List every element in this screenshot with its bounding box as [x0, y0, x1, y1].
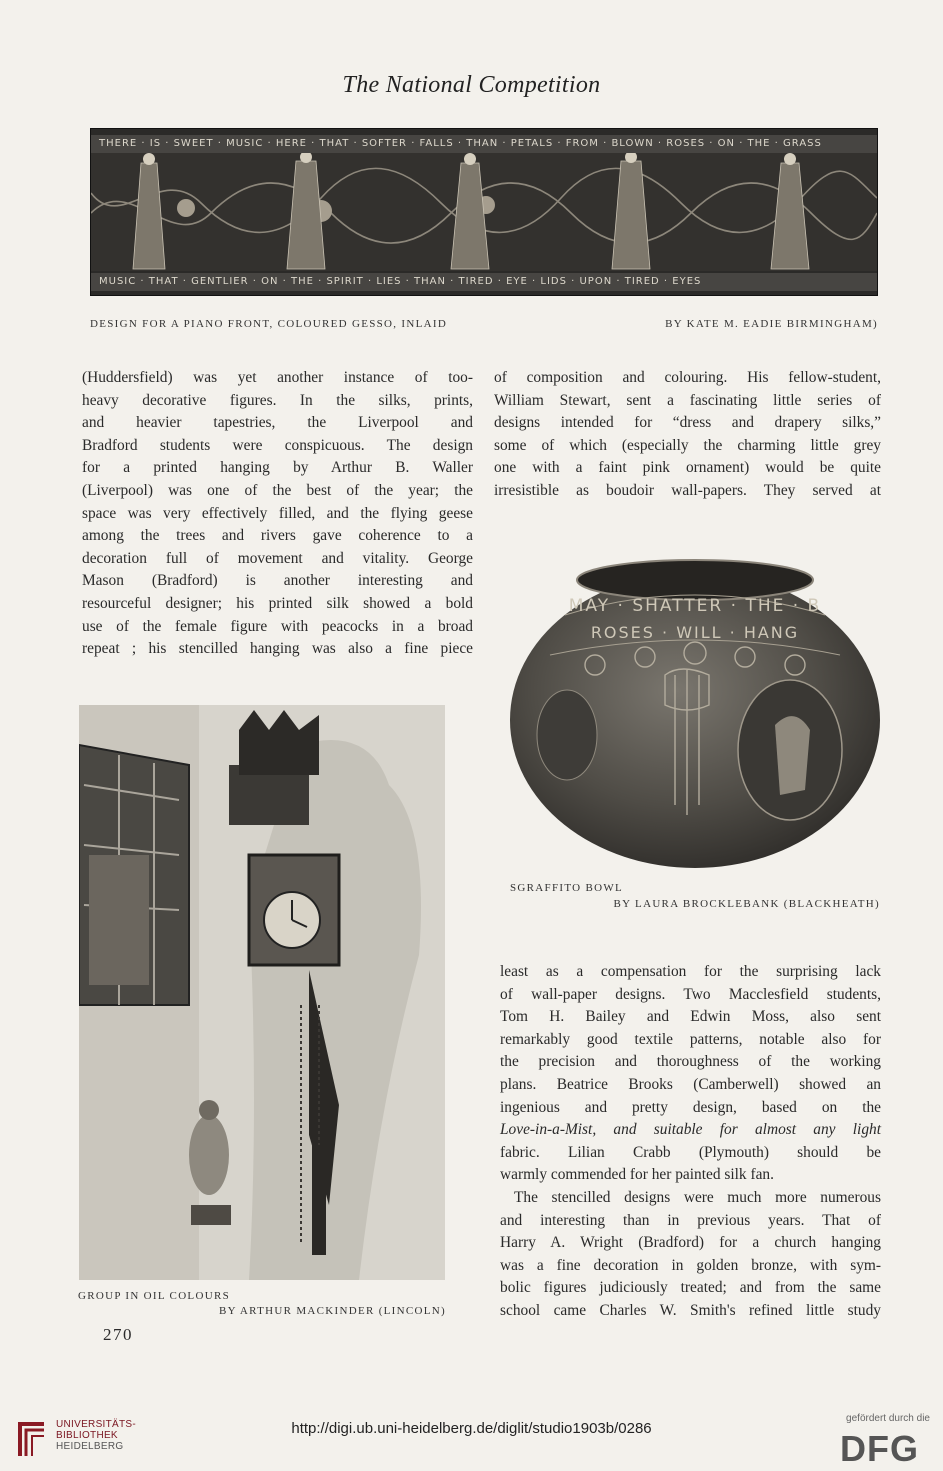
library-line3: HEIDELBERG: [56, 1441, 124, 1452]
right-column-bottom-paragraph-2: [500, 1187, 881, 1323]
text-line: school came Charles W. Smith's refined little study: [500, 1301, 881, 1319]
bowl-inscription-bottom: ROSES · WILL · HANG: [590, 623, 800, 642]
text-line: Bradford students were conspicuous. The design: [82, 436, 473, 454]
text-line: heavy decorative figures. In the silks, prints,: [82, 391, 473, 409]
text-line: fabric. Lilian Crabb (Plymouth) should be: [500, 1143, 881, 1161]
text-line: was a fine decoration in golden bronze, with sym-: [500, 1256, 881, 1274]
text-line: William Stewart, sent a fascinating little series of: [494, 391, 881, 409]
frieze-caption-right: BY KATE M. EADIE BIRMINGHAM): [665, 318, 878, 330]
left-column-paragraph: [82, 367, 473, 661]
text-line: remarkably good textile patterns, notable also for: [500, 1030, 881, 1048]
text-line: warmly commended for her painted silk fan.: [500, 1166, 774, 1184]
text-line: Love-in-a-Mist, and suitable for almost any light: [500, 1121, 881, 1139]
text-line: bolic figures judiciously treated; and from the same: [500, 1279, 881, 1297]
photo-caption-line1: GROUP IN OIL COLOURS: [78, 1290, 230, 1302]
right-column-top-paragraph: [494, 367, 881, 503]
frieze-ornament-figures: [91, 153, 877, 271]
text-line: Mason (Bradford) is another interesting and: [82, 572, 473, 590]
text-line: the precision and thoroughness of the working: [500, 1053, 881, 1071]
bowl-caption-line1: SGRAFFITO BOWL: [510, 882, 624, 894]
text-line: of wall-paper designs. Two Macclesfield students,: [500, 985, 881, 1003]
text-line: least as a compensation for the surprising lack: [500, 963, 881, 980]
text-line: irresistible as boudoir wall-papers. They served at: [494, 481, 881, 499]
library-line1: UNIVERSITÄTS-: [56, 1419, 137, 1430]
text-line: and heavier tapestries, the Liverpool and: [82, 414, 473, 432]
frieze-caption-left: DESIGN FOR A PIANO FRONT, COLOURED GESSO, INLAID: [90, 318, 448, 330]
photo-caption-line2: BY ARTHUR MACKINDER (LINCOLN): [219, 1305, 446, 1317]
dfg-logo: DFG: [840, 1428, 919, 1469]
running-head: The National Competition: [342, 72, 601, 98]
piano-front-frieze-image: [90, 128, 878, 296]
text-line: ingenious and pretty design, based on the: [500, 1098, 881, 1116]
frieze-top-inscription: THERE · IS · SWEET · MUSIC · HERE · THAT · SOFTER · FALLS · THAN · PETALS · FROM · BLOWN · ROSES · ON · THE · GRASS: [91, 135, 877, 153]
text-line: designs intended for “dress and drapery silks,”: [494, 414, 881, 432]
bowl-inscription-top: MAY · SHATTER · THE · B: [568, 596, 822, 616]
text-line: (Liverpool) was one of the best of the year; the: [82, 481, 473, 499]
source-url-link[interactable]: http://digi.ub.uni-heidelberg.de/diglit/studio1903b/0286: [291, 1420, 652, 1437]
text-line: some of which (especially the charming little grey: [494, 436, 881, 454]
text-line: decoration full of movement and vitality. George: [82, 549, 473, 567]
frieze-bottom-inscription: MUSIC · THAT · GENTLIER · ON · THE · SPIRIT · LIES · THAN · TIRED · EYE · LIDS · UPON · TIRED · EYES: [91, 273, 877, 291]
page-number: 270: [103, 1325, 133, 1344]
text-line: of composition and colouring. His fellow-student,: [494, 369, 881, 386]
library-line2: BIBLIOTHEK: [56, 1430, 118, 1441]
text-line: and interesting than in previous years. That of: [500, 1211, 881, 1229]
right-column-bottom-paragraph-1: [500, 961, 881, 1187]
sgraffito-bowl-image: [505, 545, 885, 875]
text-line: plans. Beatrice Brooks (Camberwell) showed an: [500, 1075, 881, 1093]
funding-label: gefördert durch die: [846, 1413, 930, 1424]
text-line: among the trees and rivers gave coherence to a: [82, 527, 473, 545]
text-line: Tom H. Bailey and Edwin Moss, also sent: [500, 1008, 881, 1026]
oil-colours-group-photo: [79, 705, 445, 1280]
text-line: one with a faint pink ornament) would be quite: [494, 459, 881, 477]
text-line: for a printed hanging by Arthur B. Waller: [82, 459, 473, 477]
text-line: (Huddersfield) was yet another instance of too-: [82, 369, 473, 386]
text-line: repeat ; his stencilled hanging was also a fine piece: [82, 640, 473, 658]
bowl-caption-line2: BY LAURA BROCKLEBANK (BLACKHEATH): [613, 898, 880, 910]
text-line: resourceful designer; his printed silk showed a bold: [82, 594, 473, 612]
text-line: The stencilled designs were much more numerous: [514, 1189, 881, 1206]
text-line: space was very effectively filled, and the flying geese: [82, 504, 473, 522]
text-line: Harry A. Wright (Bradford) for a church hanging: [500, 1234, 881, 1252]
text-line: use of the female figure with peacocks in a broad: [82, 617, 473, 635]
